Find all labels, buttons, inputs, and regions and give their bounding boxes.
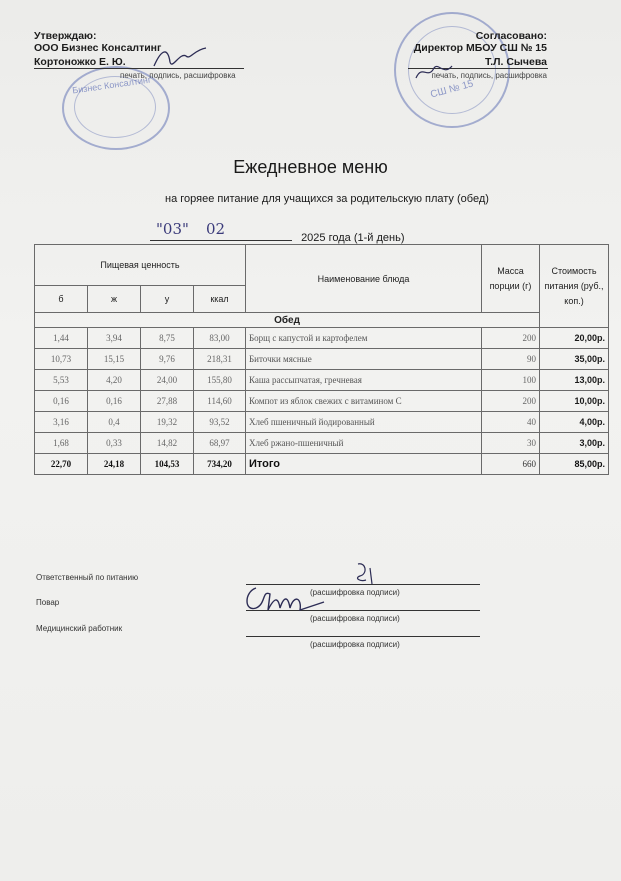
agree-label: Согласовано:	[475, 30, 547, 42]
table-row	[35, 370, 609, 391]
price-cell: 3,00р.	[540, 433, 609, 454]
dish-name-cell: Хлеб ржано-пшеничный	[246, 433, 482, 454]
dish-name-cell: Биточки мясные	[246, 349, 482, 370]
section-lunch: Обед	[35, 313, 540, 328]
mass-cell: 30	[482, 433, 540, 454]
nutrition-header: Пищевая ценность	[35, 245, 246, 286]
col-carbs: у	[141, 286, 194, 313]
price-cell: 20,00р.	[540, 328, 609, 349]
mass-cell: 200	[482, 328, 540, 349]
total-fat: 24,18	[88, 454, 141, 475]
sig-label-medic: Медицинский работник	[36, 624, 123, 633]
fat-cell: 0,16	[88, 391, 141, 412]
mass-header: Масса порции (г)	[482, 245, 540, 313]
handwritten-signature-responsible	[350, 560, 380, 588]
mass-cell: 200	[482, 391, 540, 412]
mass-cell: 40	[482, 412, 540, 433]
price-cell: 4,00р.	[540, 412, 609, 433]
table-row	[35, 433, 609, 454]
carbs-cell: 19,32	[141, 412, 194, 433]
price-cell: 13,00р.	[540, 370, 609, 391]
sig-caption-medic: (расшифровка подписи)	[310, 640, 400, 649]
fat-cell: 4,20	[88, 370, 141, 391]
sig-label-cook: Повар	[36, 598, 60, 607]
menu-table	[34, 244, 609, 475]
col-fat: ж	[88, 286, 141, 313]
mass-cell: 90	[482, 349, 540, 370]
total-price: 85,00р.	[540, 454, 609, 475]
kcal-cell: 114,60	[194, 391, 246, 412]
page-subtitle: на горяее питание для учащихся за родительскую плату (обед)	[165, 193, 489, 205]
total-label: Итого	[246, 454, 482, 475]
table-row	[35, 328, 609, 349]
kcal-cell: 218,31	[194, 349, 246, 370]
approve-signature-line	[34, 68, 244, 69]
dish-name-header: Наименование блюда	[246, 245, 482, 313]
carbs-cell: 14,82	[141, 433, 194, 454]
handwritten-signature-cook	[238, 578, 328, 618]
agree-signature	[414, 60, 454, 84]
date-month: 02	[206, 220, 226, 238]
fat-cell: 0,33	[88, 433, 141, 454]
company-stamp-text: Бизнес Консалтинг	[71, 74, 152, 96]
col-kcal: ккал	[194, 286, 246, 313]
fat-cell: 15,15	[88, 349, 141, 370]
price-cell: 10,00р.	[540, 391, 609, 412]
approve-label: Утверждаю:	[34, 30, 97, 42]
page-title: Ежедневное меню	[233, 157, 388, 177]
fat-cell: 0,4	[88, 412, 141, 433]
approve-caption: печать, подпись, расшифровка	[120, 71, 236, 80]
sig-caption-cook: (расшифровка подписи)	[310, 614, 400, 623]
carbs-cell: 27,88	[141, 391, 194, 412]
total-protein: 22,70	[35, 454, 88, 475]
agree-person: Т.Л. Сычева	[485, 56, 547, 68]
approve-org: ООО Бизнес Консалтинг	[34, 42, 162, 54]
total-kcal: 734,20	[194, 454, 246, 475]
col-protein: б	[35, 286, 88, 313]
carbs-cell: 24,00	[141, 370, 194, 391]
date-year: 2025 года (1-й день)	[301, 232, 405, 244]
table-row	[35, 412, 609, 433]
kcal-cell: 68,97	[194, 433, 246, 454]
table-row	[35, 391, 609, 412]
table-row	[35, 349, 609, 370]
date-day: 03	[162, 220, 182, 238]
sig-caption-responsible: (расшифровка подписи)	[310, 588, 400, 597]
total-row	[35, 454, 609, 475]
fat-cell: 3,94	[88, 328, 141, 349]
school-stamp-text: СШ № 15	[429, 78, 475, 101]
dish-name-cell: Хлеб пшеничный йодированный	[246, 412, 482, 433]
carbs-cell: 8,75	[141, 328, 194, 349]
protein-cell: 5,53	[35, 370, 88, 391]
protein-cell: 3,16	[35, 412, 88, 433]
kcal-cell: 83,00	[194, 328, 246, 349]
protein-cell: 1,68	[35, 433, 88, 454]
sig-line-medic	[246, 636, 480, 637]
sig-label-responsible: Ответственный по питанию	[36, 573, 139, 582]
dish-name-cell: Борщ с капустой и картофелем	[246, 328, 482, 349]
price-cell: 35,00р.	[540, 349, 609, 370]
date-line: "03" 02 2025 года (1-й день)	[150, 226, 404, 244]
mass-cell: 100	[482, 370, 540, 391]
total-mass: 660	[482, 454, 540, 475]
agree-position: Директор МБОУ СШ № 15	[413, 42, 547, 54]
protein-cell: 0,16	[35, 391, 88, 412]
agree-caption: печать, подпись, расшифровка	[431, 71, 547, 80]
kcal-cell: 155,80	[194, 370, 246, 391]
total-carbs: 104,53	[141, 454, 194, 475]
protein-cell: 10,73	[35, 349, 88, 370]
dish-name-cell: Каша рассыпчатая, гречневая	[246, 370, 482, 391]
price-header: Стоимость питания (руб., коп.)	[540, 245, 609, 328]
carbs-cell: 9,76	[141, 349, 194, 370]
approve-signature	[150, 44, 210, 74]
approve-person: Кортоножко Е. Ю.	[34, 56, 126, 68]
protein-cell: 1,44	[35, 328, 88, 349]
menu-rows	[35, 328, 609, 454]
dish-name-cell: Компот из яблок свежих с витамином С	[246, 391, 482, 412]
kcal-cell: 93,52	[194, 412, 246, 433]
